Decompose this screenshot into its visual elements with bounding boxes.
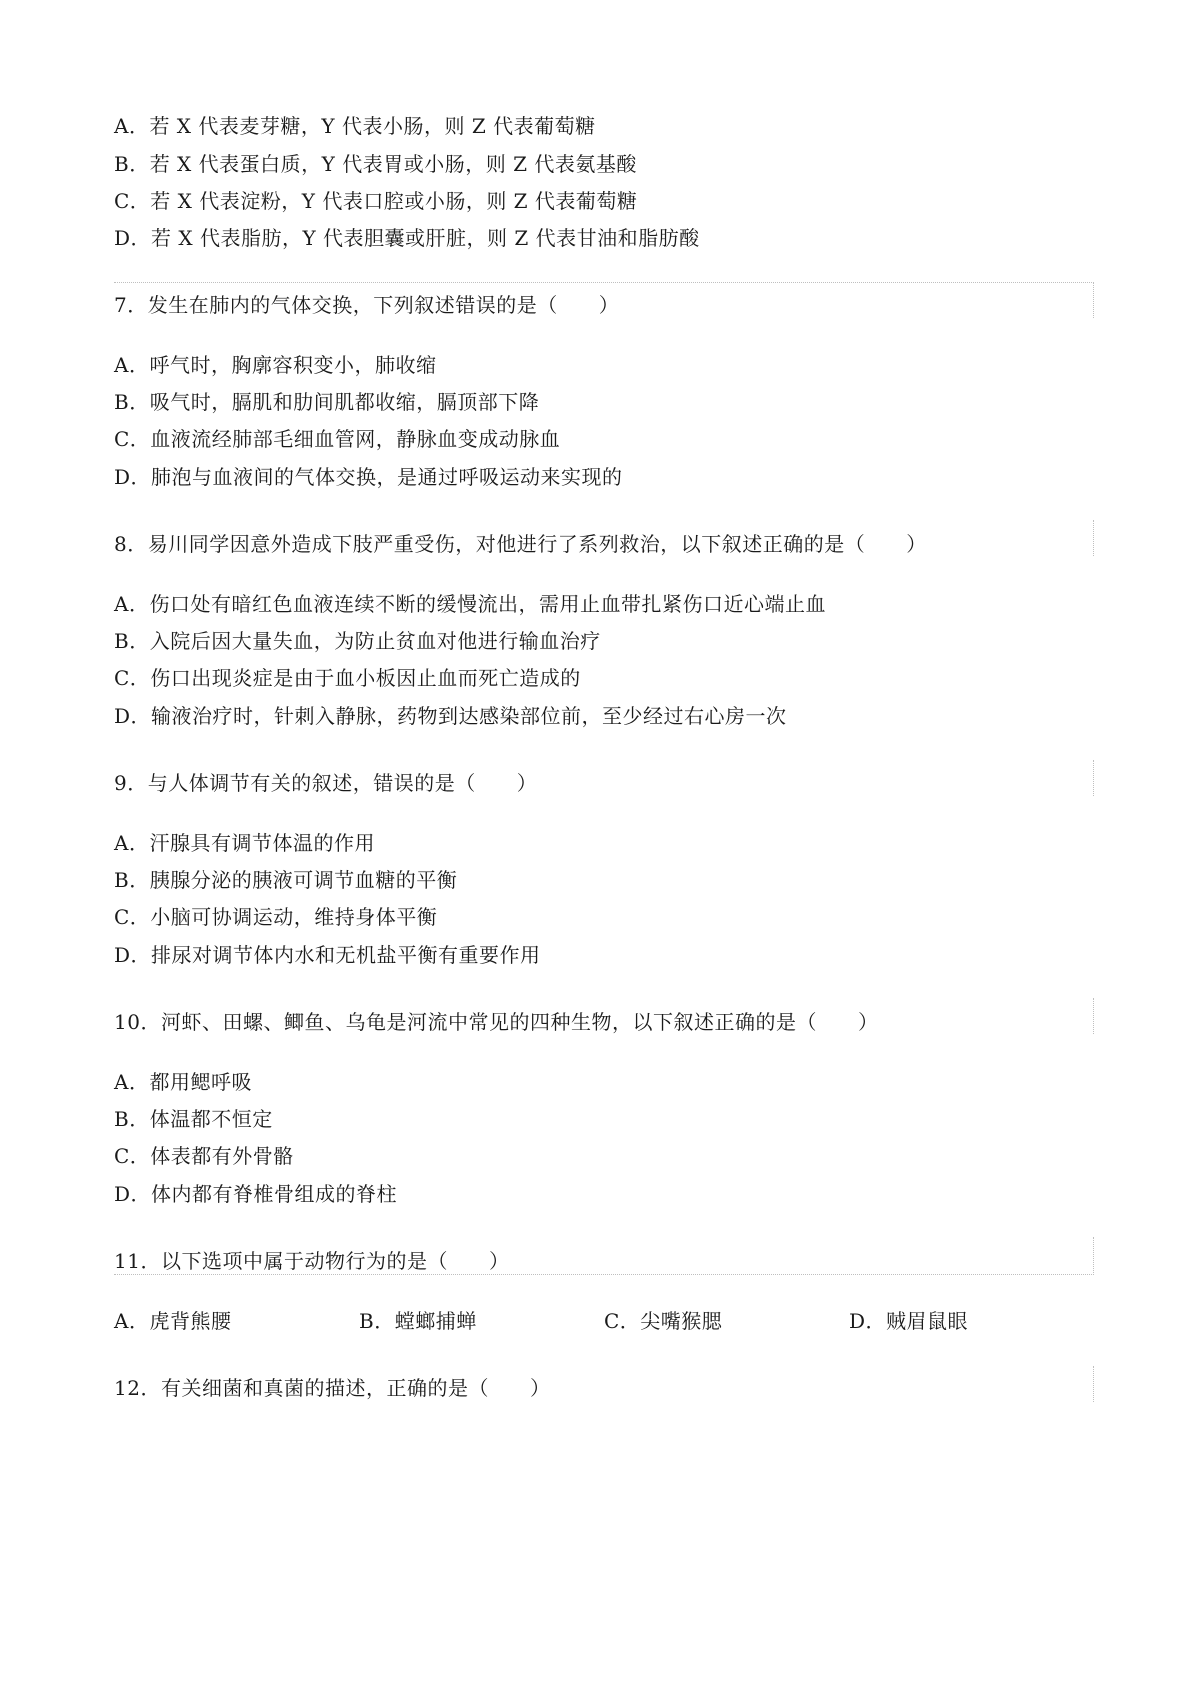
- q8-option-b: B．入院后因大量失血，为防止贫血对他进行输血治疗: [114, 629, 601, 653]
- q9-option-a: A．汗腺具有调节体温的作用: [114, 831, 375, 855]
- q10-option-a: A．都用鳃呼吸: [114, 1070, 252, 1094]
- q7-top-divider: [114, 282, 1094, 283]
- q9-option-c: C．小脑可协调运动，维持身体平衡: [114, 905, 438, 929]
- q9-option-d: D．排尿对调节体内水和无机盐平衡有重要作用: [114, 943, 541, 967]
- q10-side-divider: [1093, 998, 1094, 1034]
- q11-option-b: B．螳螂捕蝉: [359, 1309, 477, 1333]
- q11-side-divider: [1093, 1237, 1094, 1273]
- q6-option-a: A．若 X 代表麦芽糖，Y 代表小肠，则 Z 代表葡萄糖: [114, 114, 596, 138]
- q6-option-b: B．若 X 代表蛋白质，Y 代表胃或小肠，则 Z 代表氨基酸: [114, 152, 637, 176]
- q7-option-a: A．呼气时，胸廓容积变小，肺收缩: [114, 353, 437, 377]
- q10-stem: 10．河虾、田螺、鲫鱼、乌龟是河流中常见的四种生物，以下叙述正确的是（ ）: [114, 1010, 879, 1034]
- q11-option-c: C．尖嘴猴腮: [604, 1309, 723, 1333]
- q7-option-c: C．血液流经肺部毛细血管网，静脉血变成动脉血: [114, 427, 561, 451]
- q6-option-c: C．若 X 代表淀粉，Y 代表口腔或小肠，则 Z 代表葡萄糖: [114, 189, 638, 213]
- q11-bottom-divider: [114, 1274, 1094, 1275]
- q11-option-a: A．虎背熊腰: [114, 1309, 232, 1333]
- q6-option-d: D．若 X 代表脂肪，Y 代表胆囊或肝脏，则 Z 代表甘油和脂肪酸: [114, 226, 700, 250]
- q12-side-divider: [1093, 1366, 1094, 1402]
- q11-option-d: D．贼眉鼠眼: [849, 1309, 969, 1333]
- q12-stem: 12．有关细菌和真菌的描述，正确的是（ ）: [114, 1376, 551, 1400]
- q8-stem: 8．易川同学因意外造成下肢严重受伤，对他进行了系列救治，以下叙述正确的是（ ）: [114, 532, 927, 556]
- q7-side-divider: [1093, 282, 1094, 318]
- q7-option-b: B．吸气时，膈肌和肋间肌都收缩，膈顶部下降: [114, 390, 540, 414]
- q10-option-b: B．体温都不恒定: [114, 1107, 273, 1131]
- q7-option-d: D．肺泡与血液间的气体交换，是通过呼吸运动来实现的: [114, 465, 623, 489]
- q8-option-c: C．伤口出现炎症是由于血小板因止血而死亡造成的: [114, 666, 581, 690]
- q9-option-b: B．胰腺分泌的胰液可调节血糖的平衡: [114, 868, 458, 892]
- q9-side-divider: [1093, 760, 1094, 796]
- q9-stem: 9．与人体调节有关的叙述，错误的是（ ）: [114, 771, 538, 795]
- q11-stem: 11．以下选项中属于动物行为的是（ ）: [114, 1249, 510, 1273]
- q8-option-a: A．伤口处有暗红色血液连续不断的缓慢流出，需用止血带扎紧伤口近心端止血: [114, 592, 826, 616]
- q11-options-row: [114, 1307, 1094, 1335]
- q10-option-d: D．体内都有脊椎骨组成的脊柱: [114, 1182, 398, 1206]
- q7-stem: 7．发生在肺内的气体交换，下列叙述错误的是（ ）: [114, 293, 620, 317]
- q10-option-c: C．体表都有外骨骼: [114, 1144, 294, 1168]
- q8-side-divider: [1093, 520, 1094, 556]
- q8-option-d: D．输液治疗时，针刺入静脉，药物到达感染部位前，至少经过右心房一次: [114, 704, 787, 728]
